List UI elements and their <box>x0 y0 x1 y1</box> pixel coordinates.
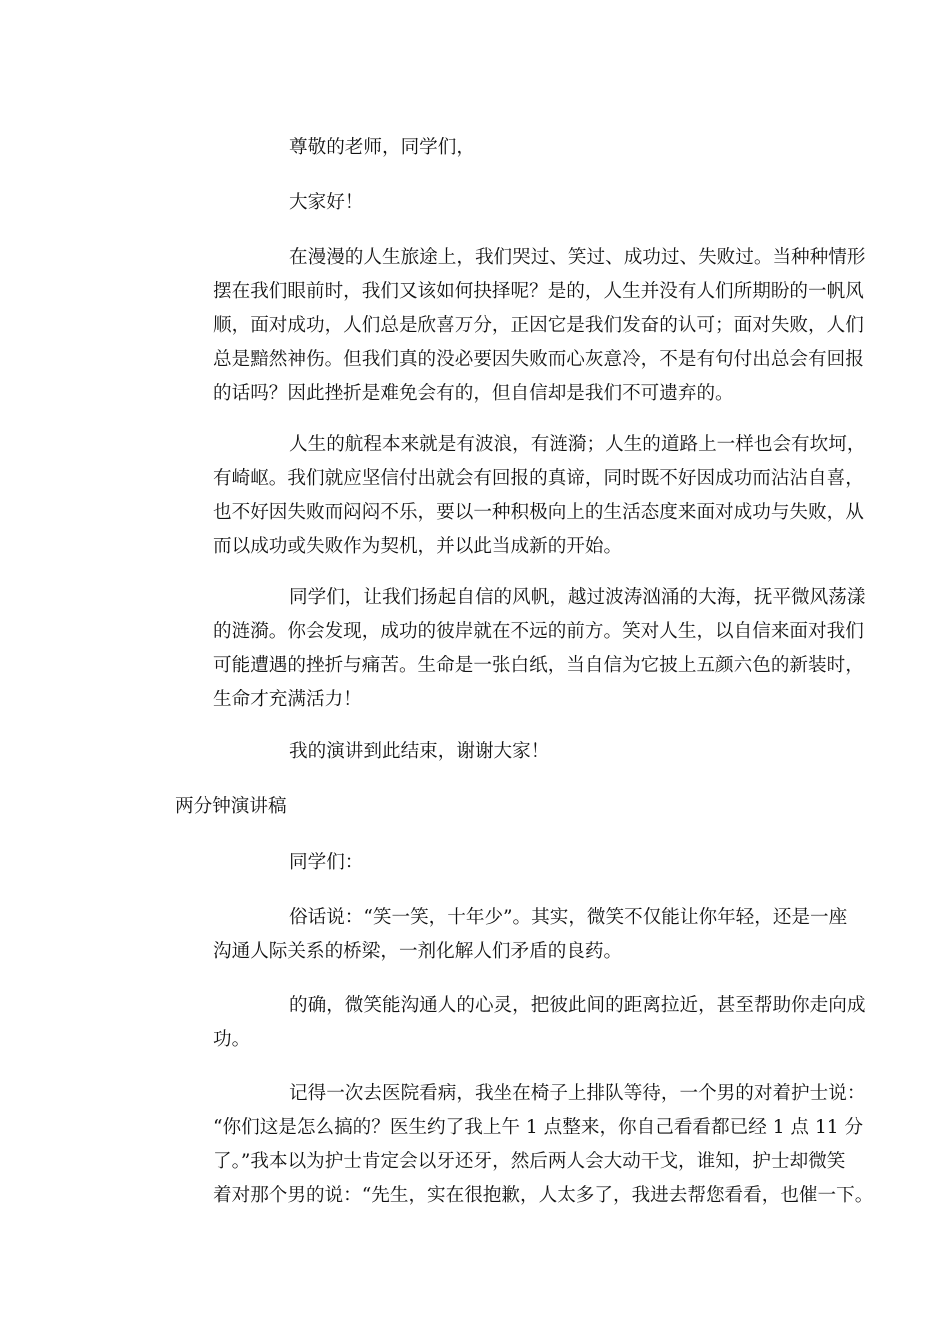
text-line: 生命才充满活力！ <box>213 689 362 710</box>
text-line: 在漫漫的人生旅途上，我们哭过、笑过、成功过、失败过。当种种情形 <box>289 247 866 268</box>
text-line: 可能遭遇的挫折与痛苦。生命是一张白纸，当自信为它披上五颜六色的新装时， <box>213 655 864 676</box>
text-line: 我的演讲到此结束，谢谢大家！ <box>289 741 550 762</box>
text-line: 人生的航程本来就是有波浪，有涟漪；人生的道路上一样也会有坎坷， <box>289 434 866 455</box>
text-line: 也不好因失败而闷闷不乐，要以一种积极向上的生活态度来面对成功与失败，从 <box>213 502 864 523</box>
text-line: 功。 <box>213 1029 251 1050</box>
text-line: 而以成功或失败作为契机，并以此当成新的开始。 <box>213 536 623 557</box>
text-line: 大家好！ <box>289 192 364 213</box>
text-line: “你们这是怎么搞的？医生约了我上午 1 点整来，你自己看看都已经 1 点 11 分 <box>213 1117 864 1138</box>
text-line: 总是黯然神伤。但我们真的没必要因失败而心灰意冷，不是有句付出总会有回报 <box>213 349 864 370</box>
paragraph-greeting <box>137 131 823 165</box>
text-line: 着对那个男的说：“先生，实在很抱歉，人太多了，我进去帮您看看，也催一下。 <box>213 1185 874 1206</box>
text-line: 的确，微笑能沟通人的心灵，把彼此间的距离拉近，甚至帮助你走向成 <box>289 995 866 1016</box>
paragraph-6 <box>137 901 848 969</box>
paragraph-1 <box>137 241 866 411</box>
text-line: 尊敬的老师，同学们， <box>289 137 475 158</box>
text-line: 同学们，让我们扬起自信的风帆，越过波涛汹涌的大海，抚平微风荡漾 <box>289 587 866 608</box>
text-line: 俗话说：“笑一笑，十年少”。其实，微笑不仅能让你年轻，还是一座 <box>289 907 848 928</box>
paragraph-7 <box>137 989 866 1057</box>
text-line: 的话吗？因此挫折是难免会有的，但自信却是我们不可遗弃的。 <box>213 383 734 404</box>
text-line: 了。”我本以为护士肯定会以牙还牙，然后两人会大动干戈，谁知，护士却微笑 <box>213 1151 846 1172</box>
paragraph-hello <box>137 186 823 220</box>
text-line: 同学们： <box>289 852 364 873</box>
text-line: 摆在我们眼前时，我们又该如何抉择呢？是的，人生并没有人们所期盼的一帆风 <box>213 281 864 302</box>
text-line: 的涟漪。你会发现，成功的彼岸就在不远的前方。笑对人生，以自信来面对我们 <box>213 621 864 642</box>
paragraph-3 <box>137 581 866 717</box>
text-line: 顺，面对成功，人们总是欣喜万分，正因它是我们发奋的认可；面对失败，人们 <box>213 315 864 336</box>
paragraph-2 <box>137 428 866 564</box>
text-line: 有崎岖。我们就应坚信付出就会有回报的真谛，同时既不好因成功而沾沾自喜， <box>213 468 864 489</box>
section-title: 两分钟演讲稿 <box>175 796 287 817</box>
text-line: 沟通人际关系的桥梁，一剂化解人们矛盾的良药。 <box>213 941 623 962</box>
paragraph-8 <box>137 1077 874 1213</box>
text-line: 记得一次去医院看病，我坐在椅子上排队等待，一个男的对着护士说： <box>289 1083 866 1104</box>
paragraph-5 <box>137 846 823 880</box>
paragraph-closing <box>137 735 823 769</box>
